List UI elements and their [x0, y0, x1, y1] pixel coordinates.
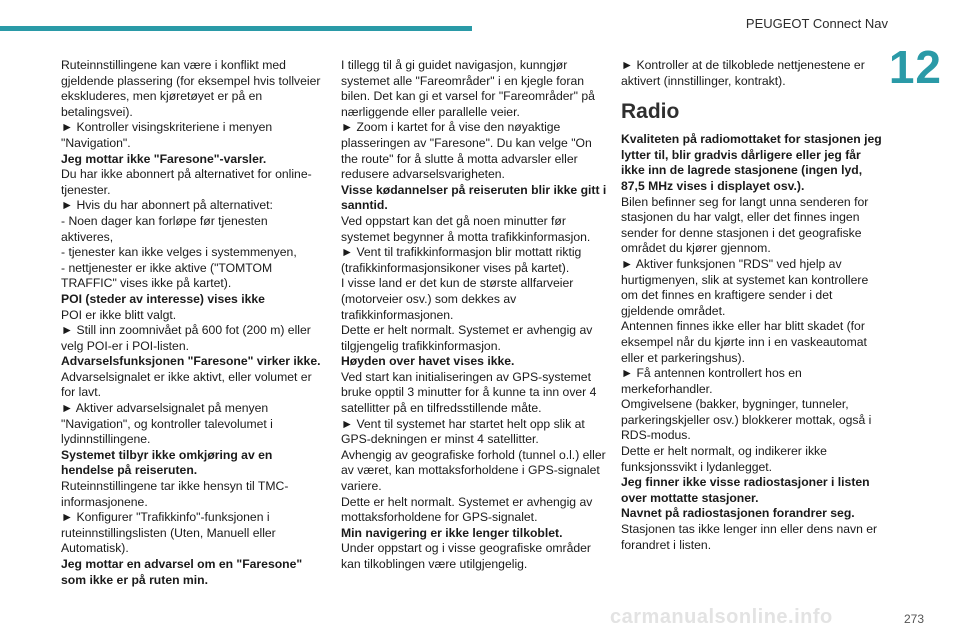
- question-heading: Visse kødannelser på reiseruten blir ikke gitt i sanntid.: [341, 182, 607, 213]
- watermark: carmanualsonline.info: [610, 606, 833, 628]
- paragraph: Advarselsignalet er ikke aktivt, eller volumet er for lavt.: [61, 369, 312, 400]
- paragraph: Dette er helt normalt, og indikerer ikke funksjonssvikt i lydanlegget.: [621, 444, 827, 474]
- question-heading: Systemet tilbyr ikke omkjøring av en hendelse på reiseruten.: [61, 447, 273, 478]
- text-column-2: [341, 58, 607, 573]
- paragraph: Ruteinnstillingene kan være i konflikt med gjeldende plassering (for eksempel hvis tollveier ekskluderes, men kjøretøyet er på en betalingsvei).: [61, 58, 321, 119]
- paragraph: ► Vent til systemet har startet helt opp slik at GPS-dekningen er minst 4 satellitter.: [341, 416, 585, 447]
- question-heading: Kvaliteten på radiomottaket for stasjonen jeg lytter til, blir gradvis dårligere eller jeg får ikke inn de lagrede stasjonene (ingen lyd, 87,5 MHz vises i displayet osv.).: [621, 132, 882, 193]
- paragraph: POI er ikke blitt valgt.: [61, 307, 177, 322]
- paragraph: Under oppstart og i visse geografiske områder kan tilkoblingen være utilgjengelig.: [341, 541, 591, 571]
- paragraph: Du har ikke abonnert på alternativet for online-tjenester.: [61, 167, 312, 197]
- paragraph: - nettjenester er ikke aktive ("TOMTOM TRAFFIC" vises ikke på kartet).: [61, 260, 273, 291]
- page-number: 273: [903, 612, 924, 626]
- paragraph: I visse land er det kun de største allfarveier (motorveier osv.) som dekkes av trafikkinformasjonen.: [341, 276, 574, 322]
- header-accent-bar: [0, 26, 472, 31]
- paragraph: Ved start kan initialiseringen av GPS-systemet bruke opptil 3 minutter for å kunne ta inn over 4 satellitter på en tilfredsstillende måte.: [341, 369, 597, 416]
- paragraph: Avhengig av geografiske forhold (tunnel o.l.) eller av været, kan mottaksforholdene i GPS-signalet variere.: [341, 447, 606, 494]
- text-column-1: [61, 58, 323, 588]
- paragraph: Ved oppstart kan det gå noen minutter før systemet begynner å motta trafikkinformasjon.: [341, 213, 591, 244]
- question-heading: Min navigering er ikke lenger tilkoblet.: [341, 525, 563, 540]
- paragraph: Ruteinnstillingene tar ikke hensyn til TMC-informasjonene.: [61, 479, 289, 509]
- question-heading: Navnet på radiostasjonen forandrer seg.: [621, 506, 855, 521]
- paragraph: ► Få antennen kontrollert hos en merkeforhandler.: [621, 366, 802, 396]
- paragraph: Dette er helt normalt. Systemet er avhengig av tilgjengelig trafikkinformasjon.: [341, 323, 593, 353]
- paragraph: ► Aktiver advarselsignalet på menyen "Navigation", og kontroller talevolumet i lydinnstillingene.: [61, 401, 273, 447]
- paragraph: ► Kontroller visingskriteriene i menyen "Navigation".: [61, 120, 273, 150]
- question-heading: Høyden over havet vises ikke.: [341, 354, 515, 369]
- paragraph: ► Zoom i kartet for å vise den nøyaktige plasseringen av "Faresone". Du kan velge "On the route" for å slutte å motta advarsler eller redusere advarselsvarigheten.: [341, 120, 592, 182]
- paragraph: Dette er helt normalt. Systemet er avhengig av mottaksforholdene for GPS-signalet.: [341, 494, 593, 525]
- question-heading: POI (steder av interesse) vises ikke: [61, 291, 265, 306]
- paragraph: Stasjonen tas ikke lenger inn eller dens navn er forandret i listen.: [621, 522, 878, 552]
- paragraph: Bilen befinner seg for langt unna senderen for stasjonen du har valgt, eller det finnes ingen sender for denne stasjonen i det geografiske området du kjører gjennom.: [621, 194, 869, 256]
- question-heading: Jeg finner ikke visse radiostasjoner i listen over mottatte stasjoner.: [621, 475, 870, 505]
- paragraph: - tjenester kan ikke velges i systemmenyen,: [61, 245, 297, 260]
- paragraph: ► Konfigurer "Trafikkinfo"-funksjonen i ruteinnstillingslisten (Uten, Manuell eller Automatisk).: [61, 510, 276, 556]
- paragraph: Antennen finnes ikke eller har blitt skadet (for eksempel når du kjørte inn i en vaskeautomat eller et parkeringshus).: [621, 319, 867, 365]
- paragraph: ► Aktiver funksjonen "RDS" ved hjelp av hurtigmenyen, slik at systemet kan kontrollere om det finnes en kraftigere sender i det gjeldende området.: [621, 256, 869, 318]
- paragraph: ► Hvis du har abonnert på alternativet:: [61, 198, 273, 213]
- paragraph: ► Vent til trafikkinformasjon blir mottatt riktig (trafikkinformasjonsikoner vises på kartet).: [341, 245, 582, 275]
- paragraph: Omgivelsene (bakker, bygninger, tunneler, parkeringskjeller osv.) blokkerer mottak, også i RDS-modus.: [621, 397, 872, 443]
- paragraph: I tillegg til å gi guidet navigasjon, kunngjør systemet alle "Fareområder" i en kjegle foran bilen. Det kan gi et varsel for "Fareområder" på nærliggende eller parallelle veier.: [341, 58, 595, 119]
- section-heading-radio: Radio: [621, 100, 680, 124]
- paragraph: ► Kontroller at de tilkoblede nettjenestene er aktivert (innstillinger, kontrakt).: [621, 58, 865, 88]
- chapter-number: 12: [888, 41, 942, 93]
- question-heading: Advarselsfunksjonen "Faresone" virker ikke.: [61, 354, 321, 369]
- question-heading: Jeg mottar ikke "Faresone"-varsler.: [61, 151, 267, 166]
- question-heading: Jeg mottar en advarsel om en "Faresone" som ikke er på ruten min.: [61, 557, 303, 587]
- manual-title: PEUGEOT Connect Nav: [745, 16, 888, 31]
- text-column-3: [621, 58, 887, 553]
- paragraph: ► Still inn zoomnivået på 600 fot (200 m) eller velg POI-er i POI-listen.: [61, 323, 311, 353]
- paragraph: - Noen dager kan forløpe før tjenesten aktiveres,: [61, 213, 268, 244]
